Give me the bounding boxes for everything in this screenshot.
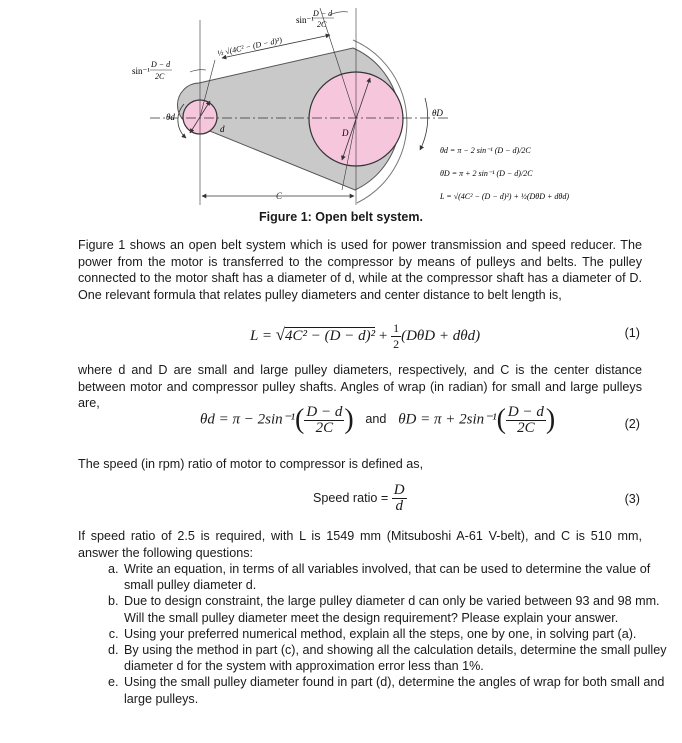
left-angle-num: D − d [151,60,171,69]
figure-eq-theta-D: θD = π + 2 sin⁻¹ (D − d)/2C [440,169,533,178]
eq2-left: θd = π − 2sin⁻¹ [200,411,296,428]
d-label: d [220,124,225,134]
eq1-number: (1) [624,326,640,340]
eq2-right: θD = π + 2sin⁻¹ [398,411,497,428]
intro-paragraph: Figure 1 shows an open belt system which is used for power transmission and speed reducer. The power from the motor is transferred to the compressor by means of pulleys and belts. The pulley connected to the motor shaft has a diameter of d, while at the compressor shaft has a diameter of D. One relevant formula that relates pulley diameters and center distance to belt length is, [78,238,642,302]
theta-D-label: θD [432,108,443,118]
eq2-den-a: 2C [315,419,334,436]
question-list [98,561,667,707]
eq2-and: and [365,412,387,427]
question-a: a. Write an equation, in terms of all variables involved, that can be used to determine the value of small pulley diameter d. [122,561,667,593]
eq3-number: (3) [624,492,640,506]
C-label: C [276,191,283,201]
question-b: b. Due to design constraint, the large pulley diameter d can only be varied between 93 and 98 mm. Will the small pulley diameter meet the design requirement? Please explain your answer. [122,593,667,625]
equation-2: θd = π − 2sin⁻¹( $\frac{D - d}{2C}$ ) and θD = π + 2sin⁻¹( $\frac{D - d}{2C}$ ) [200,403,556,436]
top-angle-num: D − d [313,9,333,18]
eq2-den-b: 2C [517,419,535,436]
eq1-root: 4C² − (D − d)² [285,327,376,344]
figure-caption: Figure 1: Open belt system. [259,210,423,224]
eq3-label: Speed ratio = [313,490,392,505]
eq3-den: d [395,498,403,514]
question-intro-paragraph: If speed ratio of 2.5 is required, with L is 1549 mm (Mitsuboshi A-61 V-belt), and C is 510 mm, answer the following questions: [78,529,642,560]
left-angle-prefix: sin⁻¹ [132,66,150,76]
eq1-rest: (DθD + dθd) [401,327,481,344]
figure-eq-theta-d: θd = π − 2 sin⁻¹ (D − d)/2C [440,146,531,155]
eq1-half-num: 1 [393,321,400,335]
eq2-num-a: D − d [306,403,343,420]
eq2-num-b: D − d [507,403,544,420]
eq2-number: (2) [624,417,640,431]
open-belt-figure [120,0,610,212]
left-angle-den: 2C [155,72,165,81]
D-label: D [342,128,349,138]
tangent-label: ½ √(4C² − (D − d)²) [216,35,283,58]
eq1-half-den: 2 [393,337,400,351]
theta-d-label: θd [166,112,175,122]
wrap-angle-paragraph: where d and D are small and large pulley diameters, respectively, and C is the center distance between motor and compressor pulley shafts. Angles of wrap (in radian) for small and large pulleys are, [78,363,642,411]
speed-ratio-paragraph: The speed (in rpm) ratio of motor to compressor is defined as, [78,457,424,471]
eq1-plus: + [375,327,392,344]
top-angle-prefix: sin⁻¹ [296,15,314,25]
figure-eq-L: L = √(4C² − (D − d)²) + ½(DθD + dθd) [440,192,569,201]
question-c: c. Using your preferred numerical method, explain all the steps, one by one, in solving part (a). [122,626,667,642]
equation-1: L = √4C² − (D − d)² + $\frac{1}{2}$ (DθD + dθd) [250,321,481,351]
eq1-lhs: L = [250,327,276,344]
equation-3 [313,483,407,514]
question-d: d. By using the method in part (c), and showing all the calculation details, determine the small pulley diameter d for the system with approximation error less than 1%. [122,642,667,674]
belt-diagram [120,0,610,212]
question-e: e. Using the small pulley diameter found in part (d), determine the angles of wrap for both small and large pulleys. [122,674,667,706]
top-angle-den: 2C [317,20,327,29]
eq3-num: D [393,482,405,498]
